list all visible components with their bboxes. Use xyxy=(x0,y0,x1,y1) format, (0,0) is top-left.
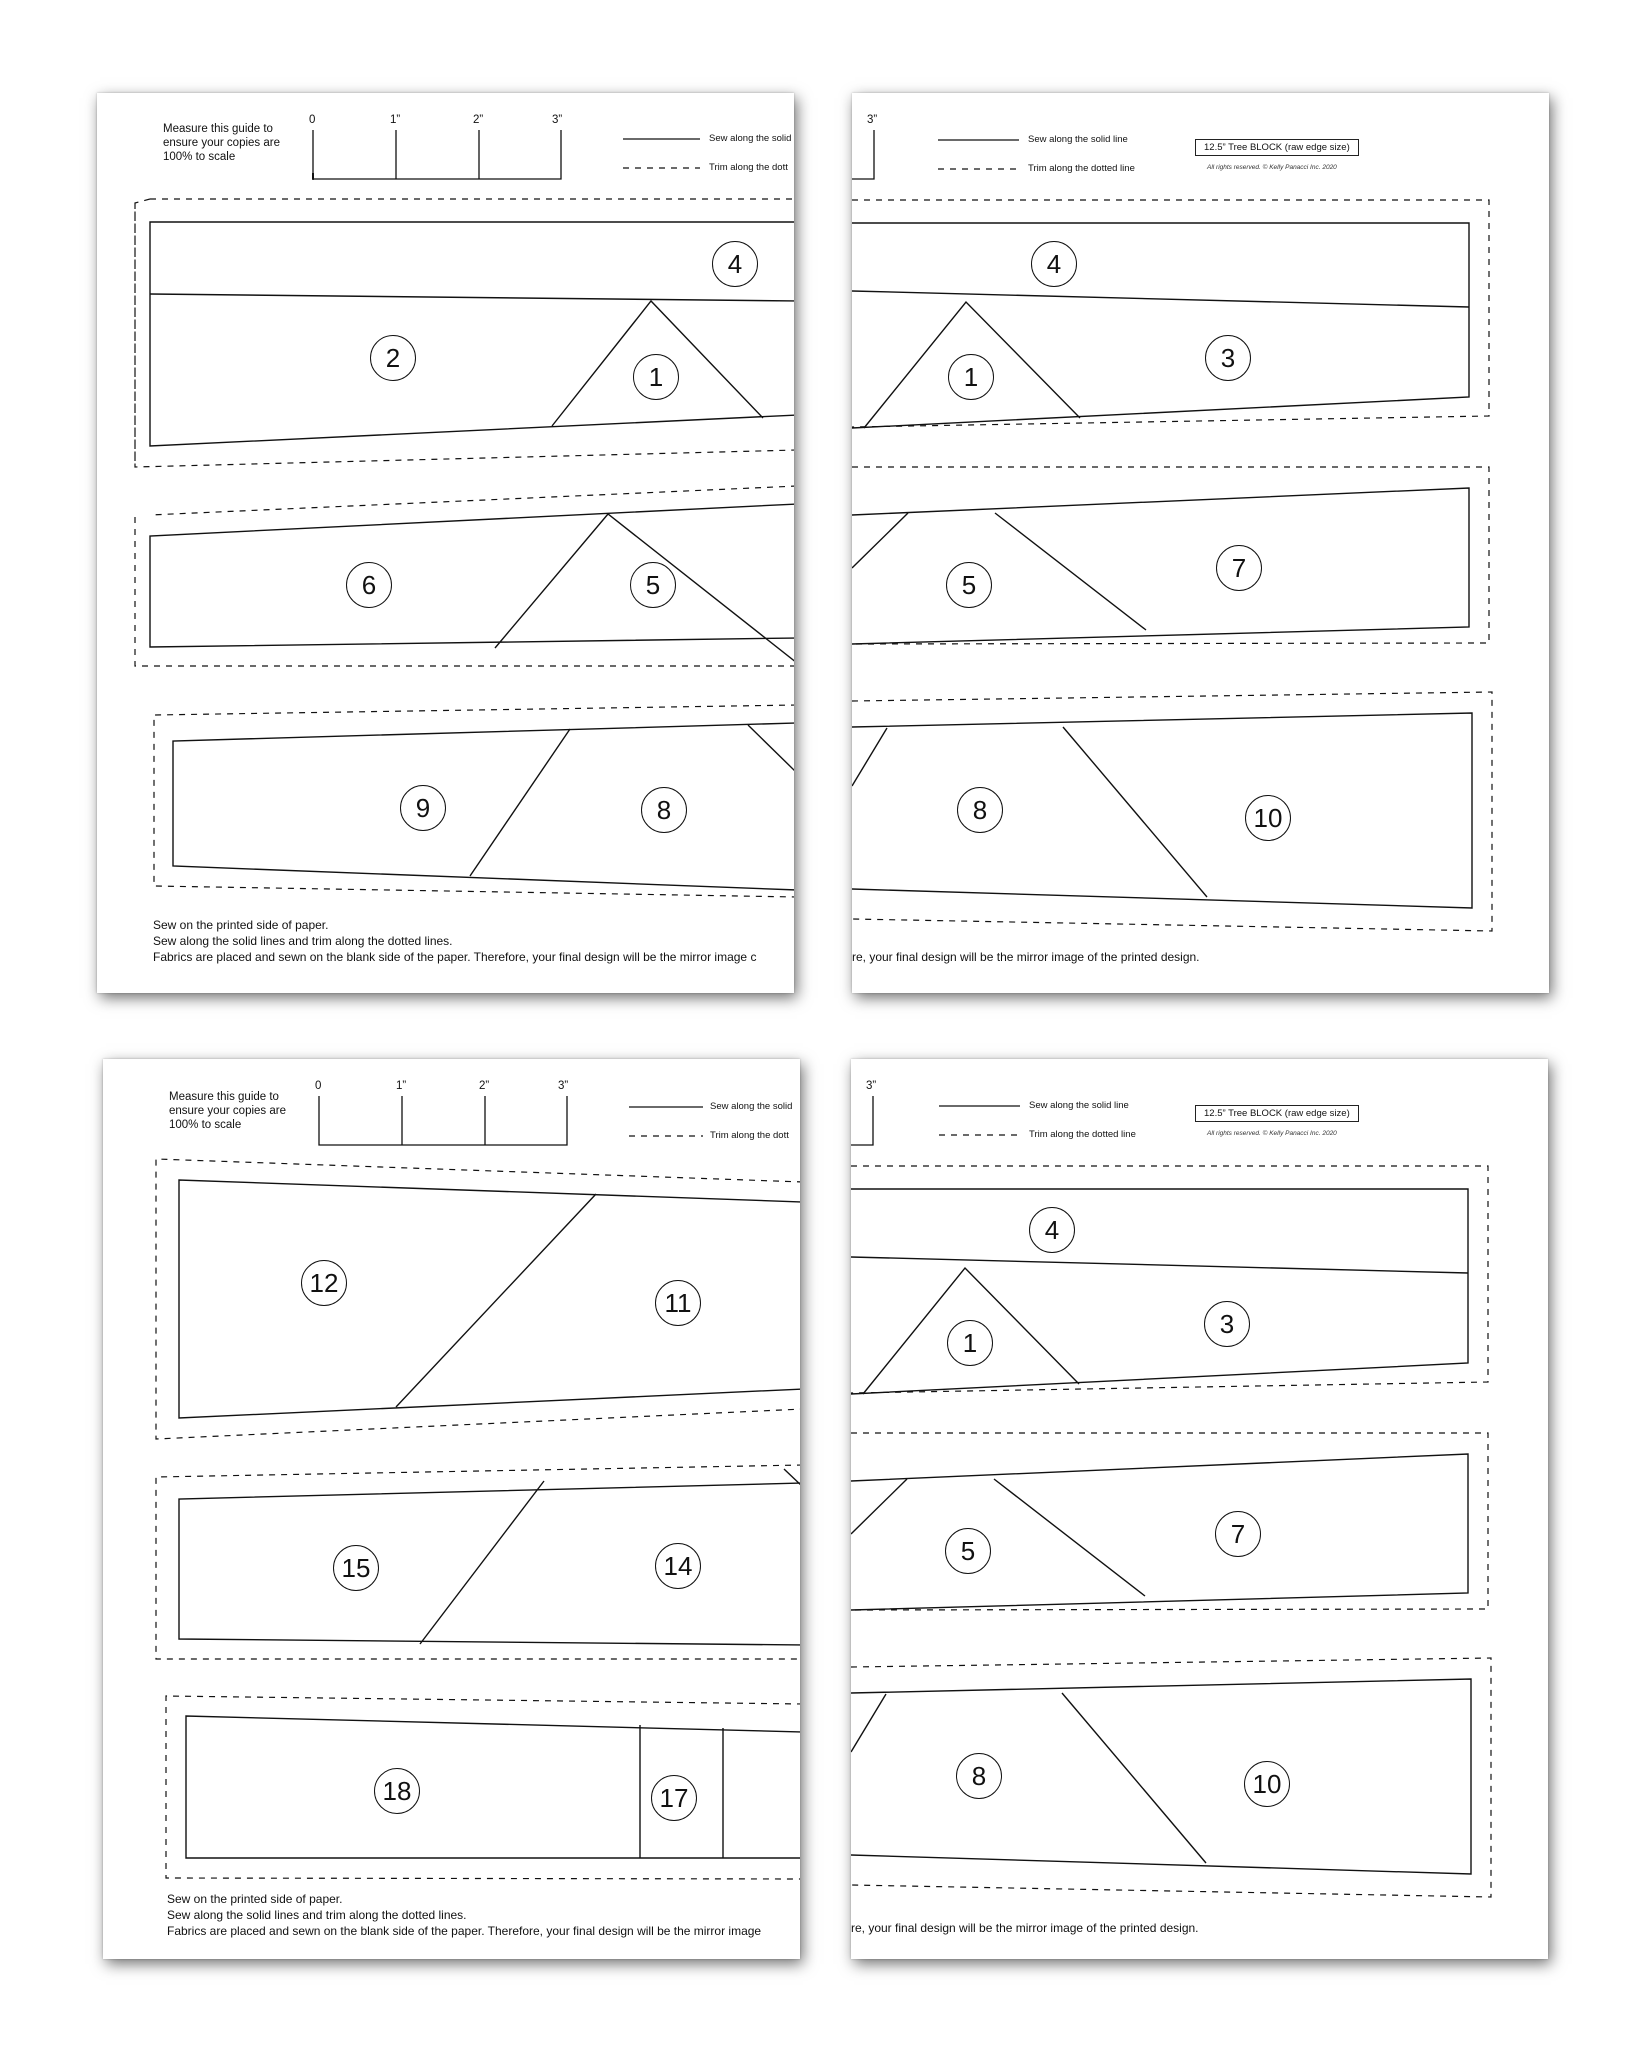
piece-number-7: 7 xyxy=(1216,545,1262,591)
piece-number-17: 17 xyxy=(651,1775,697,1821)
pattern-lines xyxy=(103,1059,800,1959)
piece-number-9: 9 xyxy=(400,785,446,831)
pattern-page-top-left xyxy=(97,93,794,993)
trim-legend: Trim along the dotted line xyxy=(1028,163,1135,174)
piece-number-14: 14 xyxy=(655,1543,701,1589)
footer-line-3: Fabrics are placed and sewn on the blank side of the paper. Therefore, your final design will be the mirror image c xyxy=(153,950,757,964)
piece-number-1: 1 xyxy=(947,1320,993,1366)
footer-line-1: Sew on the printed side of paper. xyxy=(153,918,329,932)
piece-number-6: 6 xyxy=(346,562,392,608)
scale-guide-text: Measure this guide to ensure your copies are 100% to scale xyxy=(169,1091,286,1131)
piece-number-5: 5 xyxy=(630,562,676,608)
trim-legend: Trim along the dott xyxy=(709,162,788,173)
ruler-label-0: 0 xyxy=(309,114,316,126)
piece-number-15: 15 xyxy=(333,1545,379,1591)
ruler-label-3: 3” xyxy=(867,114,878,126)
piece-number-18: 18 xyxy=(374,1768,420,1814)
pattern-page-bottom-right xyxy=(851,1059,1548,1959)
ruler-label-3: 3” xyxy=(552,114,563,126)
piece-number-3: 3 xyxy=(1205,335,1251,381)
piece-number-1: 1 xyxy=(948,354,994,400)
footer-line-3: Fabrics are placed and sewn on the blank side of the paper. Therefore, your final design will be the mirror image xyxy=(167,1924,762,1938)
piece-number-8: 8 xyxy=(957,787,1003,833)
footer-line-2: Sew along the solid lines and trim along the dotted lines. xyxy=(167,1908,467,1922)
piece-number-4: 4 xyxy=(1031,241,1077,287)
pattern-lines xyxy=(852,93,1549,993)
piece-number-1: 1 xyxy=(633,354,679,400)
sew-legend: Sew along the solid line xyxy=(1028,134,1128,145)
footer-line-2: Sew along the solid lines and trim along the dotted lines. xyxy=(153,934,453,948)
piece-number-11: 11 xyxy=(655,1280,701,1326)
ruler-label-1: 1” xyxy=(390,114,401,126)
ruler-label-2: 2” xyxy=(473,114,484,126)
piece-number-8: 8 xyxy=(956,1753,1002,1799)
ruler-label-3: 3” xyxy=(866,1080,877,1092)
sew-legend: Sew along the solid xyxy=(709,133,792,144)
piece-number-3: 3 xyxy=(1204,1301,1250,1347)
copyright-text: All rights reserved. © Kelly Panacci Inc. 2020 xyxy=(1207,1130,1337,1137)
ruler-label-2: 2” xyxy=(479,1080,490,1092)
piece-number-8: 8 xyxy=(641,787,687,833)
footer-line-3: re, your final design will be the mirror image of the printed design. xyxy=(852,950,1200,964)
piece-number-10: 10 xyxy=(1245,795,1291,841)
pattern-lines xyxy=(97,93,794,993)
scale-guide-text: Measure this guide to ensure your copies are 100% to scale xyxy=(163,123,280,163)
pattern-lines xyxy=(851,1059,1548,1959)
piece-number-7: 7 xyxy=(1215,1511,1261,1557)
sew-legend: Sew along the solid xyxy=(710,1101,793,1112)
piece-number-5: 5 xyxy=(945,1528,991,1574)
ruler-label-3: 3” xyxy=(558,1080,569,1092)
piece-number-10: 10 xyxy=(1244,1761,1290,1807)
footer-line-3: re, your final design will be the mirror image of the printed design. xyxy=(851,1921,1199,1935)
ruler-label-0: 0 xyxy=(315,1080,322,1092)
footer-line-1: Sew on the printed side of paper. xyxy=(167,1892,343,1906)
block-title: 12.5” Tree BLOCK (raw edge size) xyxy=(1195,1105,1359,1122)
sew-legend: Sew along the solid line xyxy=(1029,1100,1129,1111)
block-title: 12.5” Tree BLOCK (raw edge size) xyxy=(1195,139,1359,156)
piece-number-2: 2 xyxy=(370,335,416,381)
piece-number-5: 5 xyxy=(946,562,992,608)
trim-legend: Trim along the dotted line xyxy=(1029,1129,1136,1140)
trim-legend: Trim along the dott xyxy=(710,1130,789,1141)
piece-number-4: 4 xyxy=(712,241,758,287)
pattern-page-top-right xyxy=(852,93,1549,993)
pattern-page-bottom-left xyxy=(103,1059,800,1959)
piece-number-12: 12 xyxy=(301,1260,347,1306)
copyright-text: All rights reserved. © Kelly Panacci Inc. 2020 xyxy=(1207,164,1337,171)
ruler-label-1: 1” xyxy=(396,1080,407,1092)
piece-number-4: 4 xyxy=(1029,1207,1075,1253)
